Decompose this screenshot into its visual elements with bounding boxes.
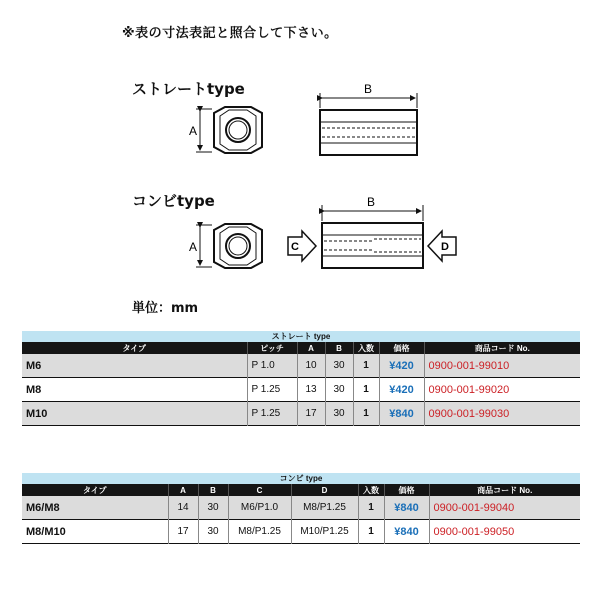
header-type: タイプ [22,342,247,354]
table-row [22,354,580,378]
cell-type: M8 [22,378,247,402]
header-b: B [198,484,228,496]
arrow-c-icon [288,231,316,261]
header-c: C [228,484,291,496]
cell-price: ¥840 [384,520,429,544]
table2-header-row [22,484,580,496]
cell-code: 0900-001-99030 [424,402,580,426]
cell-qty: 1 [353,354,379,378]
header-a: A [297,342,325,354]
combi-type-table [22,473,580,544]
straight-side-view [320,82,417,155]
cell-c: M8/P1.25 [228,520,291,544]
cell-a: 13 [297,378,325,402]
cell-code: 0900-001-99020 [428,383,510,396]
table1-header-row [22,342,580,354]
combi-dimension-a [189,225,212,267]
header-pitch: ピッチ [247,342,297,354]
cell-pitch: P 1.25 [247,378,297,402]
cell-a: 14 [168,496,198,520]
cell-type: M10 [22,402,247,426]
combi-label-d: D [441,241,449,253]
header-type: タイプ [22,484,168,496]
cell-price: ¥840 [379,402,424,426]
straight-label-b: B [364,82,373,96]
cell-qty: 1 [358,520,384,544]
cell-b: 30 [325,354,353,378]
table-row [22,520,580,544]
straight-label-a: A [189,124,198,138]
cell-d: M8/P1.25 [291,496,358,520]
cell-type: M6/M8 [22,496,168,520]
straight-type-table [22,331,580,426]
header-price: 価格 [384,484,429,496]
cell-a: 10 [297,354,325,378]
cell-d: M10/P1.25 [291,520,358,544]
cell-code: 0900-001-99050 [433,525,515,538]
header-a: A [168,484,198,496]
table2-title: コンビ type [22,473,580,484]
straight-hex-nut-icon [214,107,262,153]
header-d: D [291,484,358,496]
cell-pitch: P 1.0 [247,354,297,378]
cell-price: ¥420 [379,378,424,402]
straight-type-title: ストレートtype [132,80,245,98]
cell-b: 30 [198,520,228,544]
cell-pitch: P 1.25 [247,402,297,426]
arrow-d-icon [428,231,456,261]
combi-label-b: B [367,195,376,209]
cell-code: 0900-001-99040 [429,496,580,520]
combi-side-view [322,195,423,268]
header-code: 商品コード No. [429,484,580,496]
cell-price: ¥840 [384,496,429,520]
cell-a: 17 [297,402,325,426]
header-b: B [325,342,353,354]
combi-type-title: コンビtype [132,192,215,210]
cell-a: 17 [168,520,198,544]
cell-price: ¥420 [379,354,424,378]
cell-c: M6/P1.0 [228,496,291,520]
cell-qty: 1 [353,402,379,426]
table1-title: ストレート type [22,331,580,342]
header-qty: 入数 [358,484,384,496]
cell-qty: 1 [353,378,379,402]
header-price: 価格 [379,342,424,354]
cell-qty: 1 [358,496,384,520]
straight-dimension-a [189,109,212,152]
header-qty: 入数 [353,342,379,354]
combi-hex-nut-icon [214,224,262,268]
combi-label-a: A [189,240,198,254]
cell-b: 30 [325,378,353,402]
cell-code: 0900-001-99010 [424,354,580,378]
unit-label: 単位：mm [132,301,199,316]
table-row [22,378,580,402]
table-row [22,402,580,426]
cell-type: M6 [22,354,247,378]
cell-b: 30 [198,496,228,520]
cell-b: 30 [325,402,353,426]
instruction-note: ※表の寸法表記と照合して下さい。 [122,26,338,41]
cell-type: M8/M10 [22,520,168,544]
table-row [22,496,580,520]
header-code: 商品コード No. [424,342,580,354]
combi-label-c: C [291,241,299,253]
